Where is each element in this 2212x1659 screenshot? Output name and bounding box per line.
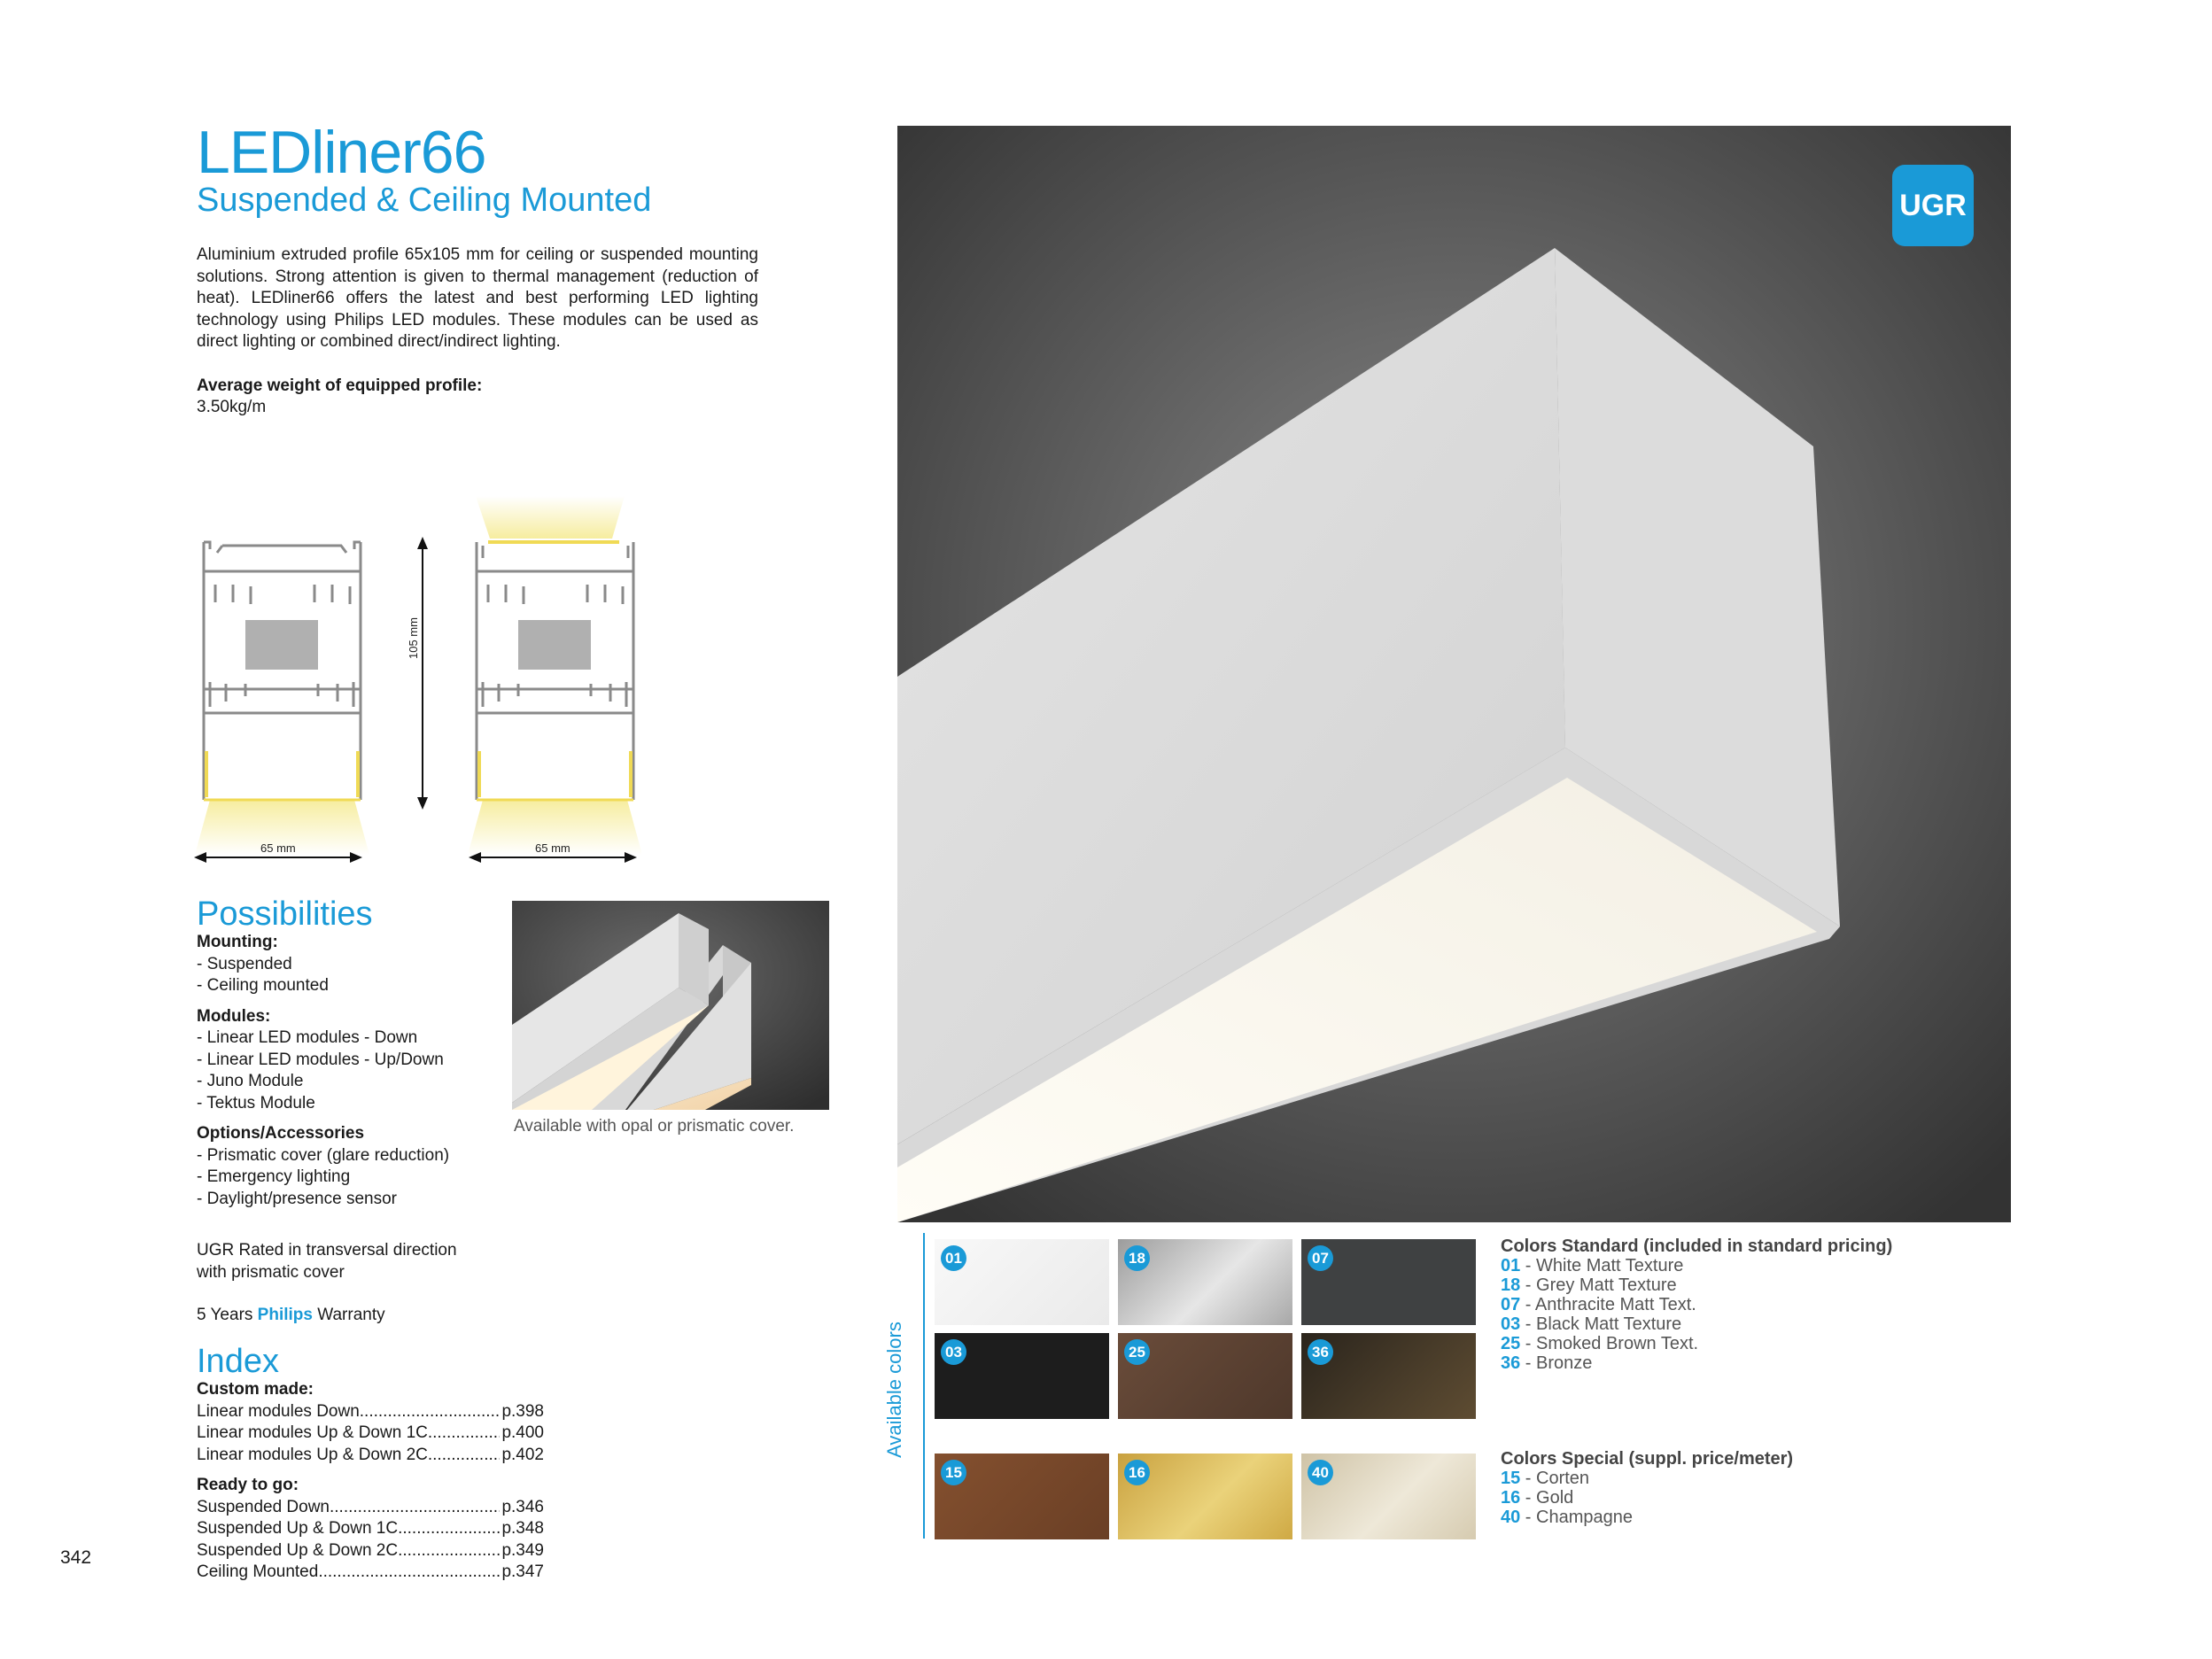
list-item: - Daylight/presence sensor	[197, 1189, 397, 1208]
list-item: - Tektus Module	[197, 1093, 315, 1112]
ugr-badge: UGR	[1892, 165, 1974, 246]
list-item: - Prismatic cover (glare reduction)	[197, 1145, 450, 1165]
color-code: 01	[1501, 1256, 1521, 1275]
swatch-code-badge: 36	[1308, 1339, 1333, 1365]
swatch-code-badge: 40	[1308, 1460, 1333, 1485]
list-item: - Suspended	[197, 954, 292, 973]
swatch-code-badge: 03	[941, 1339, 966, 1365]
color-name: - Grey Matt Texture	[1520, 1275, 1677, 1295]
profile-cross-sections	[190, 496, 647, 868]
index-row	[197, 1540, 544, 1562]
possibilities-title: Possibilities	[197, 895, 373, 933]
hero-fixture-photo	[897, 126, 2011, 1222]
index-row-name: Linear modules Up & Down 2C	[197, 1445, 428, 1464]
possibilities-list	[197, 932, 516, 1327]
page-number: 342	[60, 1547, 92, 1568]
index-row	[197, 1497, 544, 1519]
available-colors-text: Available colors	[883, 1321, 905, 1458]
index-row	[197, 1423, 544, 1445]
swatch-16[interactable]	[1118, 1454, 1292, 1539]
list-item: - Linear LED modules - Down	[197, 1028, 418, 1047]
profile-section-updown	[468, 496, 642, 855]
intro-text: Aluminium extruded profile 65x105 mm for ceiling or suspended mounting solutions. Strong attention is given to thermal management (reduction of heat). LEDliner66 offers the latest and best performing LED lighting technology using Philips LED modules. These modules can be used as direct lighting or combined direct/indirect lighting.	[197, 245, 758, 351]
product-subtitle: Suspended & Ceiling Mounted	[197, 182, 652, 219]
colors-special-list	[1501, 1449, 1961, 1527]
list-item: - Linear LED modules - Up/Down	[197, 1050, 444, 1069]
index-title: Index	[197, 1343, 279, 1380]
swatch-25[interactable]	[1118, 1333, 1292, 1419]
warranty-prefix: 5 Years	[197, 1306, 258, 1324]
mounting-group	[197, 932, 516, 997]
color-entry	[1501, 1334, 1961, 1353]
index-row-page: p.349	[501, 1540, 544, 1560]
available-colors-label	[882, 1241, 907, 1538]
swatch-15[interactable]	[935, 1454, 1109, 1539]
mounting-label: Mounting:	[197, 933, 278, 951]
color-code: 25	[1501, 1334, 1521, 1353]
color-code: 15	[1501, 1469, 1521, 1488]
color-entry	[1501, 1469, 1961, 1488]
color-code: 40	[1501, 1508, 1521, 1527]
swatch-18[interactable]	[1118, 1239, 1292, 1325]
swatch-code-badge: 25	[1124, 1339, 1150, 1365]
index-row-name: Linear modules Up & Down 1C	[197, 1423, 428, 1442]
custom-made-label: Custom made:	[197, 1380, 314, 1399]
index-row-name: Suspended Up & Down 1C	[197, 1519, 399, 1538]
index-row-name: Suspended Up & Down 2C	[197, 1540, 399, 1560]
colors-special-title: Colors Special (suppl. price/meter)	[1501, 1449, 1794, 1469]
weight-value: 3.50kg/m	[197, 398, 267, 416]
index-row-name: Linear modules Down	[197, 1401, 360, 1421]
color-code: 36	[1501, 1353, 1521, 1373]
height-dimension-line	[417, 537, 428, 810]
color-name: - Smoked Brown Text.	[1520, 1334, 1699, 1353]
swatch-code-badge: 18	[1124, 1245, 1150, 1271]
width-dimension-label-right: 65 mm	[535, 841, 570, 855]
index-row-name: Suspended Down	[197, 1497, 330, 1516]
ugr-note-line-2: with prismatic cover	[197, 1262, 345, 1282]
available-colors-divider	[923, 1233, 925, 1539]
width-dimension-label-left: 65 mm	[260, 841, 296, 855]
weight-label: Average weight of equipped profile:	[197, 376, 483, 395]
list-item: - Ceiling mounted	[197, 976, 329, 995]
color-code: 03	[1501, 1314, 1521, 1334]
color-entry	[1501, 1314, 1961, 1334]
swatch-code-badge: 15	[941, 1460, 966, 1485]
index-row	[197, 1518, 544, 1540]
warranty-brand: Philips	[257, 1306, 313, 1324]
color-name: - Champagne	[1520, 1508, 1633, 1527]
color-entry	[1501, 1488, 1961, 1508]
index-list	[197, 1379, 544, 1584]
color-entry	[1501, 1353, 1961, 1373]
swatch-03[interactable]	[935, 1333, 1109, 1419]
swatch-40[interactable]	[1301, 1454, 1476, 1539]
index-row	[197, 1401, 544, 1423]
index-row-name: Ceiling Mounted	[197, 1562, 319, 1581]
index-row-page: p.348	[501, 1519, 544, 1538]
options-label: Options/Accessories	[197, 1124, 365, 1143]
color-entry	[1501, 1256, 1961, 1275]
swatch-code-badge: 07	[1308, 1245, 1333, 1271]
swatch-code-badge: 01	[941, 1245, 966, 1271]
swatch-07[interactable]	[1301, 1239, 1476, 1325]
modules-group	[197, 1006, 516, 1115]
index-row	[197, 1562, 544, 1584]
colors-standard-list	[1501, 1236, 1961, 1373]
color-code: 18	[1501, 1275, 1521, 1295]
color-name: - Black Matt Texture	[1520, 1314, 1682, 1334]
colors-standard-title: Colors Standard (included in standard pricing)	[1501, 1236, 1893, 1256]
fixture-thumbnail-photo	[512, 901, 829, 1110]
product-title: LEDliner66	[197, 119, 486, 186]
color-name: - Gold	[1520, 1488, 1574, 1508]
swatch-36[interactable]	[1301, 1333, 1476, 1419]
index-row-page: p.400	[501, 1423, 544, 1442]
ugr-note-line-1: UGR Rated in transversal direction	[197, 1241, 457, 1260]
color-code: 16	[1501, 1488, 1521, 1508]
color-code: 07	[1501, 1295, 1521, 1314]
color-name: - Anthracite Matt Text.	[1520, 1295, 1696, 1314]
height-dimension-label: 105 mm	[407, 617, 420, 659]
options-group	[197, 1123, 516, 1210]
swatch-01[interactable]	[935, 1239, 1109, 1325]
warranty-suffix: Warranty	[312, 1306, 385, 1324]
ready-to-go-label: Ready to go:	[197, 1476, 299, 1494]
index-row-page: p.346	[501, 1497, 544, 1516]
swatch-code-badge: 16	[1124, 1460, 1150, 1485]
modules-label: Modules:	[197, 1006, 271, 1026]
index-row	[197, 1445, 544, 1467]
thumbnail-caption: Available with opal or prismatic cover.	[514, 1117, 795, 1136]
color-entry	[1501, 1295, 1961, 1314]
list-item: - Emergency lighting	[197, 1167, 351, 1186]
index-row-page: p.402	[501, 1445, 544, 1464]
list-item: - Juno Module	[197, 1072, 304, 1090]
index-row-page: p.398	[501, 1401, 544, 1421]
color-name: - Bronze	[1520, 1353, 1593, 1373]
color-entry	[1501, 1508, 1961, 1527]
color-name: - Corten	[1520, 1469, 1590, 1488]
color-name: - White Matt Texture	[1520, 1256, 1684, 1275]
warranty-note	[197, 1305, 516, 1327]
color-entry	[1501, 1275, 1961, 1295]
profile-section-down	[195, 542, 369, 855]
index-row-page: p.347	[501, 1562, 544, 1581]
